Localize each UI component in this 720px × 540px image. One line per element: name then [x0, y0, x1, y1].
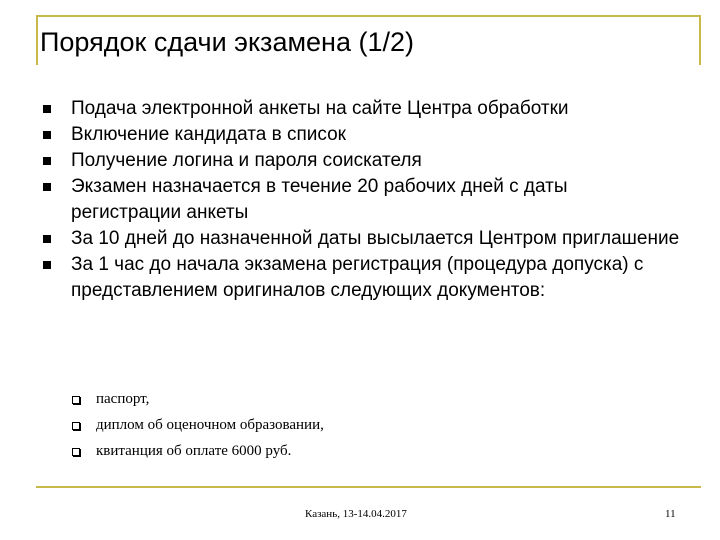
- square-bullet-icon: [43, 131, 51, 139]
- document-sublist: [72, 386, 324, 464]
- bullet-text: Получение логина и пароля соискателя: [71, 150, 422, 171]
- sub-bullet-text: диплом об оценочном образовании,: [96, 417, 324, 433]
- bullet-text: Включение кандидата в список: [71, 124, 346, 145]
- page-number: 11: [665, 508, 676, 520]
- sub-bullet-text: паспорт,: [96, 391, 150, 407]
- bullet-item: [40, 96, 680, 122]
- sub-bullet-item: [72, 438, 324, 464]
- hollow-square-bullet-icon: [72, 448, 80, 456]
- square-bullet-icon: [43, 105, 51, 113]
- square-bullet-icon: [43, 157, 51, 165]
- bullet-list: [40, 96, 680, 304]
- bullet-text: Подача электронной анкеты на сайте Центра обработки: [71, 98, 569, 119]
- bullet-item: [40, 252, 680, 304]
- slide-title: Порядок сдачи экзамена (1/2): [40, 27, 414, 57]
- bullet-item: [40, 148, 680, 174]
- square-bullet-icon: [43, 261, 51, 269]
- bullet-text: За 10 дней до назначенной даты высылается Центром приглашение: [71, 228, 680, 249]
- hollow-square-bullet-icon: [72, 396, 80, 404]
- footer-location-date: Казань, 13-14.04.2017: [305, 508, 407, 520]
- bullet-item: [40, 174, 680, 226]
- title-frame-top: [36, 15, 701, 17]
- title-frame-right: [699, 15, 701, 65]
- square-bullet-icon: [43, 183, 51, 191]
- sub-bullet-item: [72, 386, 324, 412]
- footer-divider: [36, 486, 701, 488]
- bullet-text: Экзамен назначается в течение 20 рабочих дней с даты регистрации анкеты: [71, 176, 568, 223]
- title-frame-left: [36, 15, 38, 65]
- sub-bullet-text: квитанция об оплате 6000 руб.: [96, 443, 292, 459]
- bullet-item: [40, 226, 680, 252]
- bullet-text: За 1 час до начала экзамена регистрация (процедура допуска) с представлением оригиналов следующих документов:: [71, 254, 644, 301]
- square-bullet-icon: [43, 235, 51, 243]
- bullet-item: [40, 122, 680, 148]
- sub-bullet-item: [72, 412, 324, 438]
- hollow-square-bullet-icon: [72, 422, 80, 430]
